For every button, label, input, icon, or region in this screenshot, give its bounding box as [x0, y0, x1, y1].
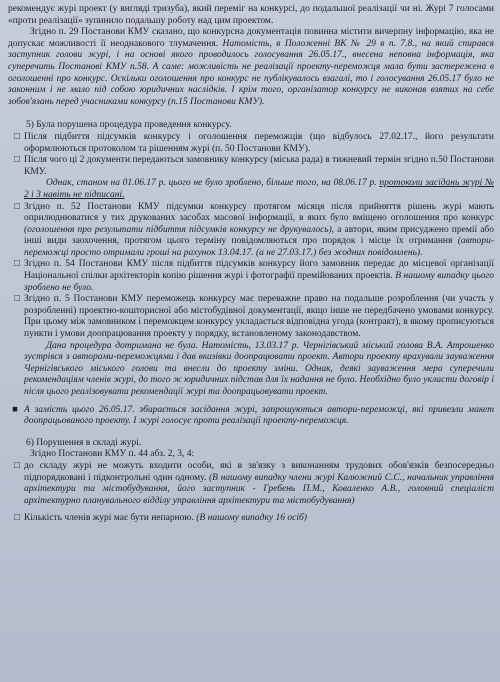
list-item: [8, 132, 494, 155]
item-text: Згідно п. 52 Постанови КМУ підсумки конкурсу протягом місяця після прийняття рішень журі мають оприлюднюватися у тих друкованих засобах масової інформації, в яких було вміщено оголошення про конкурс: [24, 201, 494, 224]
comment-underlined-text: протоколи засідань журі № 2 і 3 навіть не підписані.: [24, 178, 494, 200]
checkbox-bullet-icon: □: [14, 259, 20, 270]
item-italic-text-2: (автори-переможці просто отримали гроші на рахунок 13.04.17. (а не 27.03.17.) без жодних повідомлень).: [24, 236, 494, 258]
item-text: Після чого ці 2 документи передаються замовнику конкурсу (міська рада) в тижневий термін згідно п.50 Постанови КМУ.: [24, 155, 494, 177]
item-text: Згідно п. 5 Постанови КМУ переможець конкурсу має переважне право на подальше розроблення (чи участь у розробленні) проектно-кошторисної або містобудівної документації, якщо інше не передбачено умовами конкурсу. При цьому між замовником і переможцем конкурсу укладається відповідна угода (контракт), в якому прописуються пункти і умови доопрацювання проекту у порядку, встановленому законодавством.: [24, 294, 494, 340]
checkbox-bullet-icon: □: [14, 513, 20, 524]
item-comment: [8, 178, 494, 201]
item-italic-text: (оголошення про результати підбиття підсумків конкурсу не друкувалось): [24, 224, 332, 235]
item-text: Згідно п. 54 Постанови КМУ після підбиття підсумків конкурсу його замовник передає до місцевої організації Національної спілки архітекторів копію рішення журі і фотографії премійованих проектів.: [24, 259, 494, 282]
list-item: [8, 405, 494, 428]
checkbox-bullet-icon: □: [14, 201, 20, 212]
list-item: [8, 513, 494, 525]
comment-text: Однак, станом на 01.06.17 р. цього не було зроблено, більше того, на 08.06.17 р.: [46, 178, 380, 189]
list-item: [8, 155, 494, 178]
checkbox-bullet-icon: □: [14, 294, 20, 305]
section-6-list: [8, 461, 494, 525]
list-item: [8, 259, 494, 294]
list-item: [8, 294, 494, 340]
clause-29-text: Згідно п. 29 Постанови КМУ сказано, що конкурсна документація повинна містити вичерпну інформацію, яка не допускає можливості її неоднакового тлумачення.: [8, 27, 494, 49]
item-italic-text: В нашому випадку цього зроблено не було.: [24, 271, 494, 293]
paragraph-clause-29: [8, 27, 494, 108]
checkbox-bullet-icon: □: [14, 460, 20, 471]
item-text: Кількість членів журі має бути непарною.: [24, 513, 197, 524]
item-text-continued: , а автори, яким присуджено премії або інші види заохочення, протягом цього терміну повідомляються про порядок і місце їх отримання: [24, 224, 494, 247]
section-5-list: [8, 132, 494, 428]
clause-29-comment: Натомість, в Положенні ВК № 29 в п. 7.8., на який спирався заступник голови журі, і на основі якого проводилось голосування 26.05.17., внесена неповна інформація, яка суперечить Постанові КМУ п.58. А саме: можливість не реалізації проекту-переможця мала бути застережена в оголошенні про конкурс. Оскільки оголошення про конкурс не публікувалось взагалі, то і голосування 26.05.17 було не законним і не мало під собою юридичних наслідків. І крім того, організатор конкурсу не виконав взятих на себе зобов'язань перед учасниками конкурсу (п.15 Постанови КМУ).: [8, 38, 494, 107]
item-text: Після підбиття підсумків конкурсу і оголошення переможців (що відбулось 27.02.17., його результати оформлюються протоколом та рішенням журі (п. 50 Постанови КМУ).: [24, 131, 494, 154]
list-item: [8, 202, 494, 260]
checkbox-bullet-icon: □: [14, 131, 20, 142]
paragraph-jury-recommendation: рекомендує журі проект (у вигляді тризуба), який переміг на конкурсі, до подальшої реалізації чи ні. Журі 7 голосами «проти реалізації» зупинило подальшу роботу над цим проектом.: [8, 4, 494, 26]
item-italic-text: (В нашому випадку члени журі Калюжний С.С., начальник управління архітектури та містобудування, його заступник - Гребень П.М., Коваленко А.В., головний спеціаліст архітектурно планувального відділу управління архітектури та містобудування): [24, 472, 494, 506]
item-text: А замість цього 26.05.17. збирається засідання журі, запрошуються автори-переможці, які привезли макет доопрацьованого проекту.: [24, 404, 494, 427]
item-comment: Дана процедура дотримана не була. Натомість, 13.03.17 р. Чернігівський міський голова В.А. Атрошенко зустрівся з авторами-переможцями і дав вказівки доопрацювати проект. Автори проекту врахували зауваження Чернігівського міського голови та внесли до проекту зміни. Однак, деякі зауваження мера суперечили рекомендаціям членів журі, до того ж юридичних підстав для їх надання не було. Необхідно було укласти договір і після цього реалізовувати рекомендації журі та доопрацьовувати проект.: [24, 340, 494, 397]
checkbox-bullet-icon: □: [14, 155, 20, 166]
item-text: до складу журі не можуть входити особи, які в зв'язку з виконанням трудових обов'язків безпосередньо підпорядковані і підконтрольні один одному.: [24, 460, 494, 483]
filled-bullet-icon: ■: [12, 404, 18, 415]
section-5-title: 5) Була порушена процедура проведення конкурсу.: [26, 120, 232, 131]
item-italic-text: (В нашому випадку 16 осіб): [196, 513, 307, 524]
section-6-intro: Згідно Постанови КМУ п. 44 абз. 2, 3, 4:: [30, 449, 195, 460]
list-item: [8, 461, 494, 507]
section-6-title: 6) Порушення в складі журі.: [26, 437, 142, 448]
item-italic-text: І журі голосує проти реалізації проекту-переможця.: [133, 416, 349, 427]
